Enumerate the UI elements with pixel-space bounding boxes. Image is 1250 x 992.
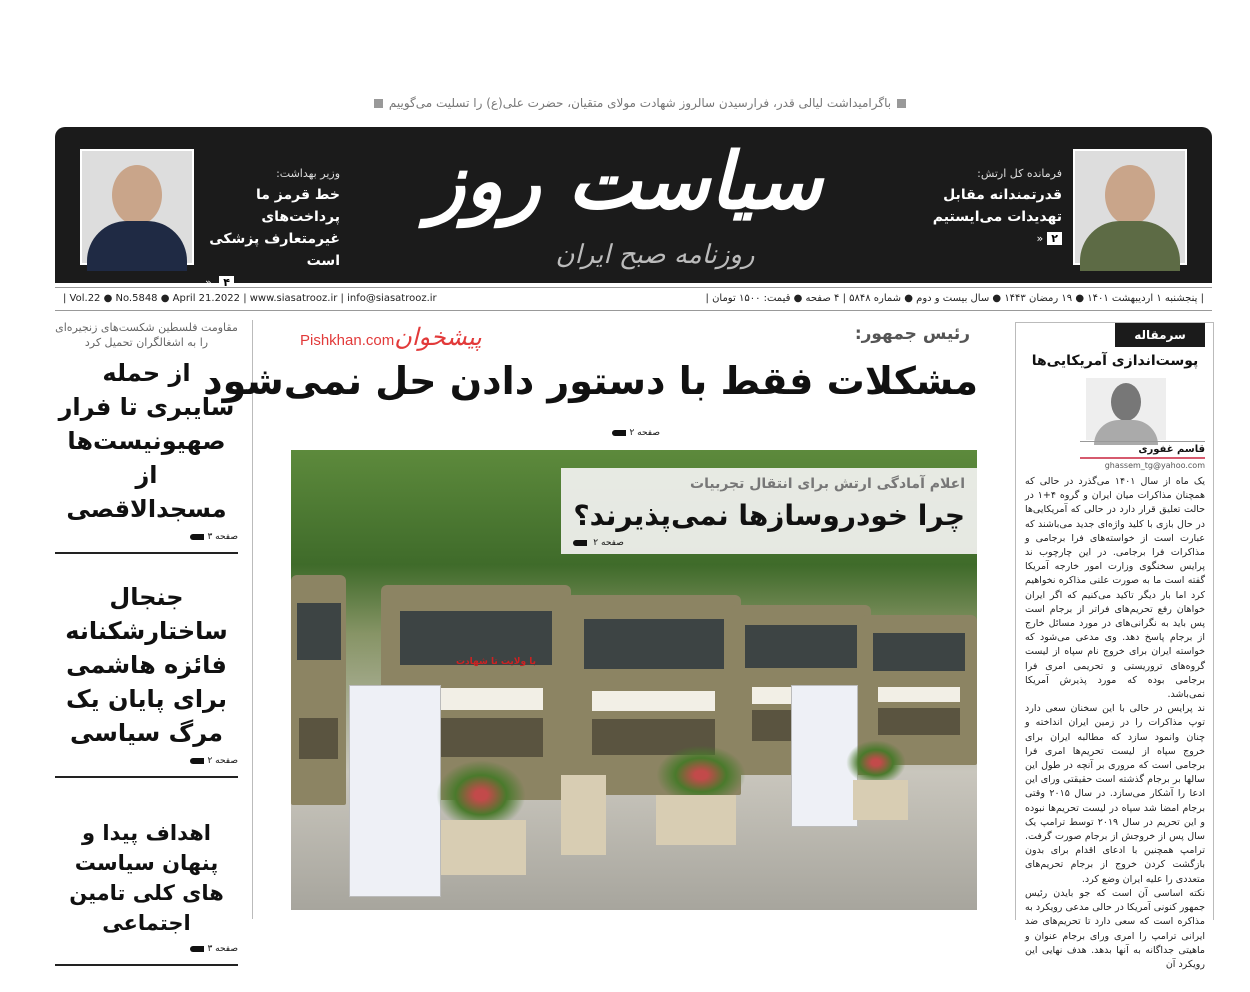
main-photo bbox=[291, 450, 977, 910]
health-minister-photo bbox=[80, 149, 194, 265]
column-divider bbox=[252, 320, 253, 919]
editorial-body: یک ماه از سال ۱۴۰۱ می‌گذرد در حالی که همچنان مذاکرات میان ایران و گروه ۴+۱ در حالت تعلیق قرار دارد در حالی که آمریکایی‌ها در حال بازی با کلید واژه‌ای جدید می‌باشند که عبارت است از خواسته‌های فرا برجامی و مذاکرات فرا برجامی. در این چارچوب ند پرایس سخنگوی وزارت امور خارجه آمریکا گفته است ما به صورت علنی مذاکره نخواهیم کرد اما بار دیگر تاکید می‌کنیم که اگر ایران خواهان رفع تحریم‌های فراتر از برجام است پس باید به نگرانی‌های در مورد مسائل خارج از برجام پاسخ دهد. وی مدعی می‌شود که خواسته ایران برای خروج نام سپاه از لیست گروه‌های تروریستی و تحریمی امری فرا برجامی بوده که مورد پذیرش آمریکا نمی‌باشد. ند پرایس در حالی با این سخنان سعی دارد توپ مذاکرات را در زمین ایران انداخته و چنان وانمود سازد که مطالبه ایران برای خروج سپاه از لیست تحریم‌ها امری فرا برجامی است که مروری بر آنچه در طول این سالها بر برجام گذشته است حقیقتی ورای این ادعا را آشکار می‌سازد. در سال ۲۰۱۵ وقتی برجام امضا شد سپاه در لیست تحریم‌ها نبوده و این تحریم در سال ۲۰۱۹ توسط ترامپ یک سال پس از خروجش از برجام صورت گرفت. ترامپ همچنین با ادعای اقدام برای بدون بازگشت کردن خروج از برجام تحریم‌های متعددی را علیه ایران وضع کرد. نکته اساسی آن است که جو بایدن رئیس جمهور کنونی آمریکا در حالی مدعی رویکرد به مذاکره است که سعی دارد تا تحریم‌های ضد ایرانی ترامپ را امری ورای برجام عنوان و ماهیتی جداگانه به آنها بدهد. هدف نهایی این رویکرد آن bbox=[1025, 476, 1206, 970]
page-arrow-icon bbox=[190, 534, 204, 540]
masthead bbox=[55, 127, 1212, 289]
author-name: قاسم غفوری bbox=[1080, 441, 1205, 459]
page-arrow-icon bbox=[573, 540, 587, 546]
left-story[interactable]: اهداف پیدا و پنهان سیاست های کلی تامین اجتماعی صفحه ۳ bbox=[55, 818, 238, 966]
page-arrow-icon bbox=[190, 758, 204, 764]
photo-overlay-story[interactable]: اعلام آمادگی ارتش برای انتقال تجربیات چرا خودروسازها نمی‌پذیرند؟ صفحه ۲ bbox=[561, 468, 977, 554]
issue-info-line: | پنجشنبه ۱ اردیبهشت ۱۴۰۱ ● ۱۹ رمضان ۱۴۴۳ ● سال بیست و دوم ● شماره ۵۸۴۸ | ۴ صفحه ● قیمت: ۱۵۰۰ تومان | | Vol.22 ● No.5848 ● April 21.2022 | www.siasatrooz.ir | info@siasatrooz.ir bbox=[55, 287, 1212, 311]
editorial-tag: سرمقاله bbox=[1115, 323, 1205, 347]
main-page-ref[interactable]: صفحه ۲ bbox=[560, 428, 660, 438]
right-teaser[interactable]: فرمانده کل ارتش: قدرتمندانه مقابل تهدیدات می‌ایستیم ۲« bbox=[932, 167, 1062, 245]
truck-banner-text: با ولایت تا شهادت bbox=[456, 657, 536, 667]
main-headline[interactable]: مشکلات فقط با دستور دادن حل نمی‌شود bbox=[203, 359, 978, 403]
author-photo bbox=[1086, 378, 1166, 440]
logo-subtitle: روزنامه صبح ایران bbox=[555, 240, 755, 270]
left-column bbox=[55, 320, 238, 992]
pishkhan-watermark: Pishkhan.comپیشخوان bbox=[300, 323, 482, 351]
left-teaser[interactable]: وزیر بهداشت: خط قرمز ما پرداخت‌های غیرمتعارف پزشکی است » ۴ bbox=[205, 167, 340, 289]
army-commander-photo bbox=[1073, 149, 1187, 265]
double-chevron-icon: « bbox=[1036, 232, 1044, 245]
bullet-square-icon bbox=[374, 99, 383, 108]
newspaper-logo: سیاست روز bbox=[427, 136, 823, 227]
author-email: ghassem_tg@yahoo.com bbox=[1104, 461, 1205, 470]
editorial-column bbox=[1015, 322, 1214, 970]
page-arrow-icon bbox=[190, 946, 204, 952]
page-arrow-icon bbox=[612, 430, 626, 436]
double-chevron-icon: » bbox=[205, 276, 212, 289]
bullet-square-icon bbox=[897, 99, 906, 108]
top-announcement: باگرامیداشت لیالی قدر، فرارسیدن سالروز شهادت مولای متقیان، حضرت علی(ع) را تسلیت می‌گوییم bbox=[240, 96, 1040, 110]
editorial-title[interactable]: پوست‌اندازی آمریکایی‌ها bbox=[1031, 353, 1199, 369]
main-kicker: رئیس جمهور: bbox=[854, 324, 970, 344]
left-story[interactable]: مقاومت فلسطین شکست‌های زنجیره‌ای را به اشغالگران تحمیل کرد از حمله سایبری تا فرار صهیونیست‌ها از مسجدالاقصی صفحه ۳ bbox=[55, 320, 238, 554]
left-story[interactable]: جنجال ساختارشکنانه فائزه هاشمی برای پایان یک مرگ سیاسی صفحه ۲ bbox=[55, 580, 238, 778]
